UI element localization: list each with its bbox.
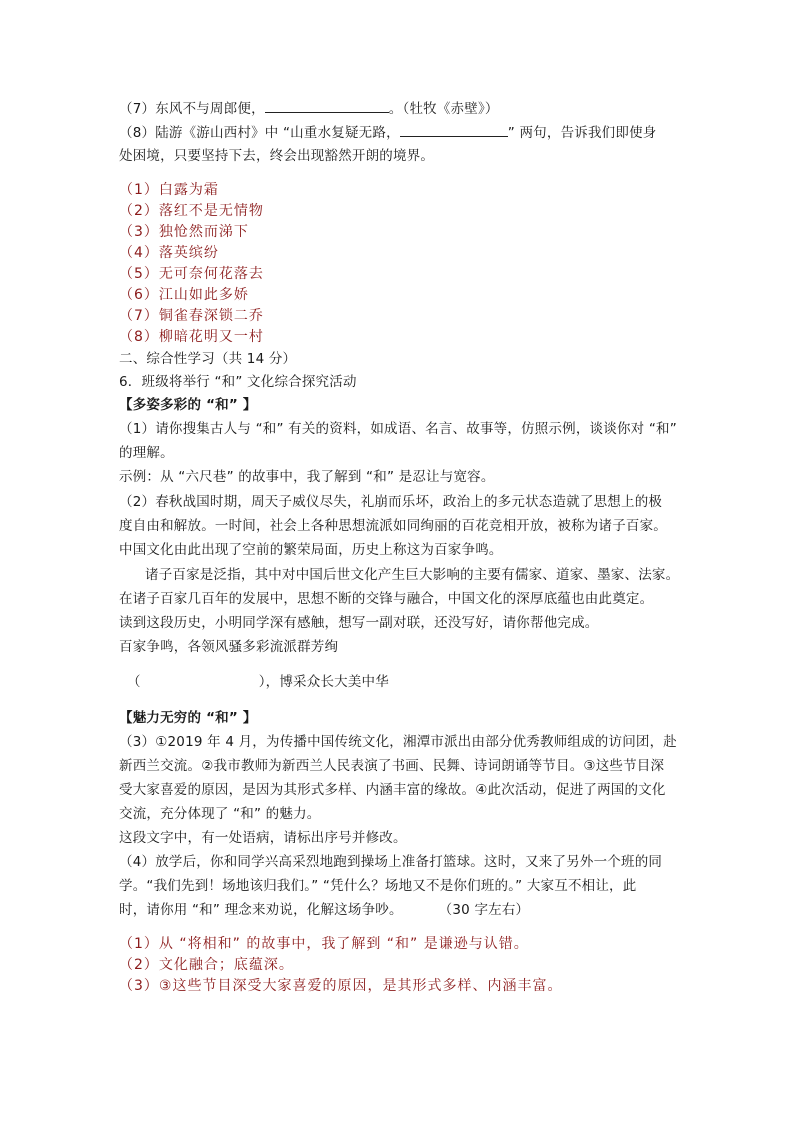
paragraph-line: （4）放学后，你和同学兴高采烈地跑到操场上准备打篮球。这时，又来了另外一个班的同 (119, 854, 663, 870)
answer-blank (400, 122, 508, 137)
paragraph-line: 读到这段历史，小明同学深有感触，想写一副对联，还没写好，请你帮他完成。 (119, 615, 599, 631)
answer-line: （2）文化融合；底蕴深。 (119, 957, 294, 973)
paragraph-line: （3）①2019 年 4 月，为传播中国传统文化，湘潭市派出由部分优秀教师组成的访问团，赴 (119, 734, 678, 750)
question-8: （8）陆游《游山西村》中 “山重水复疑无路， ” 两句，告诉我们即使身 (119, 122, 656, 143)
answer-line: （1）从 “将相和” 的故事中，我了解到 “和” 是谦逊与认错。 (119, 936, 529, 952)
question-6: 6．班级将举行 “和” 文化综合探究活动 (119, 374, 357, 390)
question-8-line2: 处困境，只要坚持下去，终会出现豁然开朗的境界。 (119, 148, 435, 164)
paragraph-line: 交流，充分体现了 “和” 的魅力。 (119, 806, 321, 822)
question-7: （7）东风不与周郎便， 。（牡牧《赤壁》） (119, 98, 499, 119)
paragraph-line: 这段文字中，有一处语病，请标出序号并修改。 (119, 830, 407, 846)
part-heading: 【魅力无穷的 “和” 】 (119, 710, 257, 726)
paragraph-line: 度自由和解放。一时间，社会上各种思想流派如同绚丽的百花竞相开放，被称为诸子百家。 (119, 518, 667, 534)
answer-blank (265, 98, 389, 113)
paragraph-line: 受大家喜爱的原因，是因为其形式多样、内涵丰富的缘故。④此次活动，促进了两国的文化 (119, 782, 666, 798)
answer-line: （6）江山如此多娇 (119, 287, 249, 303)
paragraph-line: 的理解。 (119, 445, 174, 461)
paragraph-line: 中国文化由此出现了空前的繁荣局面，历史上称这为百家争鸣。 (119, 542, 503, 558)
answer-line: （8）柳暗花明又一村 (119, 329, 264, 345)
word-count-hint: （30 字左右） (438, 902, 530, 918)
answer-line: （2）落红不是无情物 (119, 203, 264, 219)
example-line: 示例：从 “六尺巷” 的故事中，我了解到 “和” 是忍让与宽容。 (119, 469, 495, 485)
couplet-second-line: （ ），博采众长大美中华 (127, 674, 389, 690)
paragraph-line: （1）请你搜集古人与 “和” 有关的资料，如成语、名言、故事等，仿照示例，谈谈你对 “和” (119, 421, 677, 437)
answer-line: （3）③这些节目深受大家喜爱的原因，是其形式多样、内涵丰富。 (119, 978, 563, 994)
paragraph-line: 在诸子百家几百年的发展中，思想不断的交锋与融合，中国文化的深厚底蕴也由此奠定。 (119, 591, 654, 607)
paragraph-line: 学。“我们先到！场地该归我们。” “凭什么？场地又不是你们班的。” 大家互不相让，此 (119, 878, 637, 894)
answer-line: （7）铜雀春深锁二乔 (119, 308, 264, 324)
answer-line: （5）无可奈何花落去 (119, 266, 264, 282)
part-heading: 【多姿多彩的 “和” 】 (119, 397, 257, 413)
paragraph-line: （2）春秋战国时期，周天子威仪尽失，礼崩而乐坏，政治上的多元状态造就了思想上的极 (119, 494, 663, 510)
answer-line: （4）落英缤纷 (119, 245, 219, 261)
paragraph-line: 诸子百家是泛指，其中对中国后世文化产生巨大影响的主要有儒家、道家、墨家、法家。 (145, 567, 680, 583)
paragraph-line: 新西兰交流。②我市教师为新西兰人民表演了书画、民舞、诗词朗诵等节目。③这些节目深 (119, 758, 665, 774)
section-title: 二、综合性学习（共 14 分） (119, 351, 297, 367)
paragraph-line: 时，请你用 “和” 理念来劝说，化解这场争吵。 （30 字左右） (119, 902, 530, 918)
answer-line: （3）独怆然而涕下 (119, 224, 249, 240)
couplet-first-line: 百家争鸣，各领风骚多彩流派群芳绚 (119, 639, 339, 655)
answer-line: （1）白露为霜 (119, 182, 219, 198)
